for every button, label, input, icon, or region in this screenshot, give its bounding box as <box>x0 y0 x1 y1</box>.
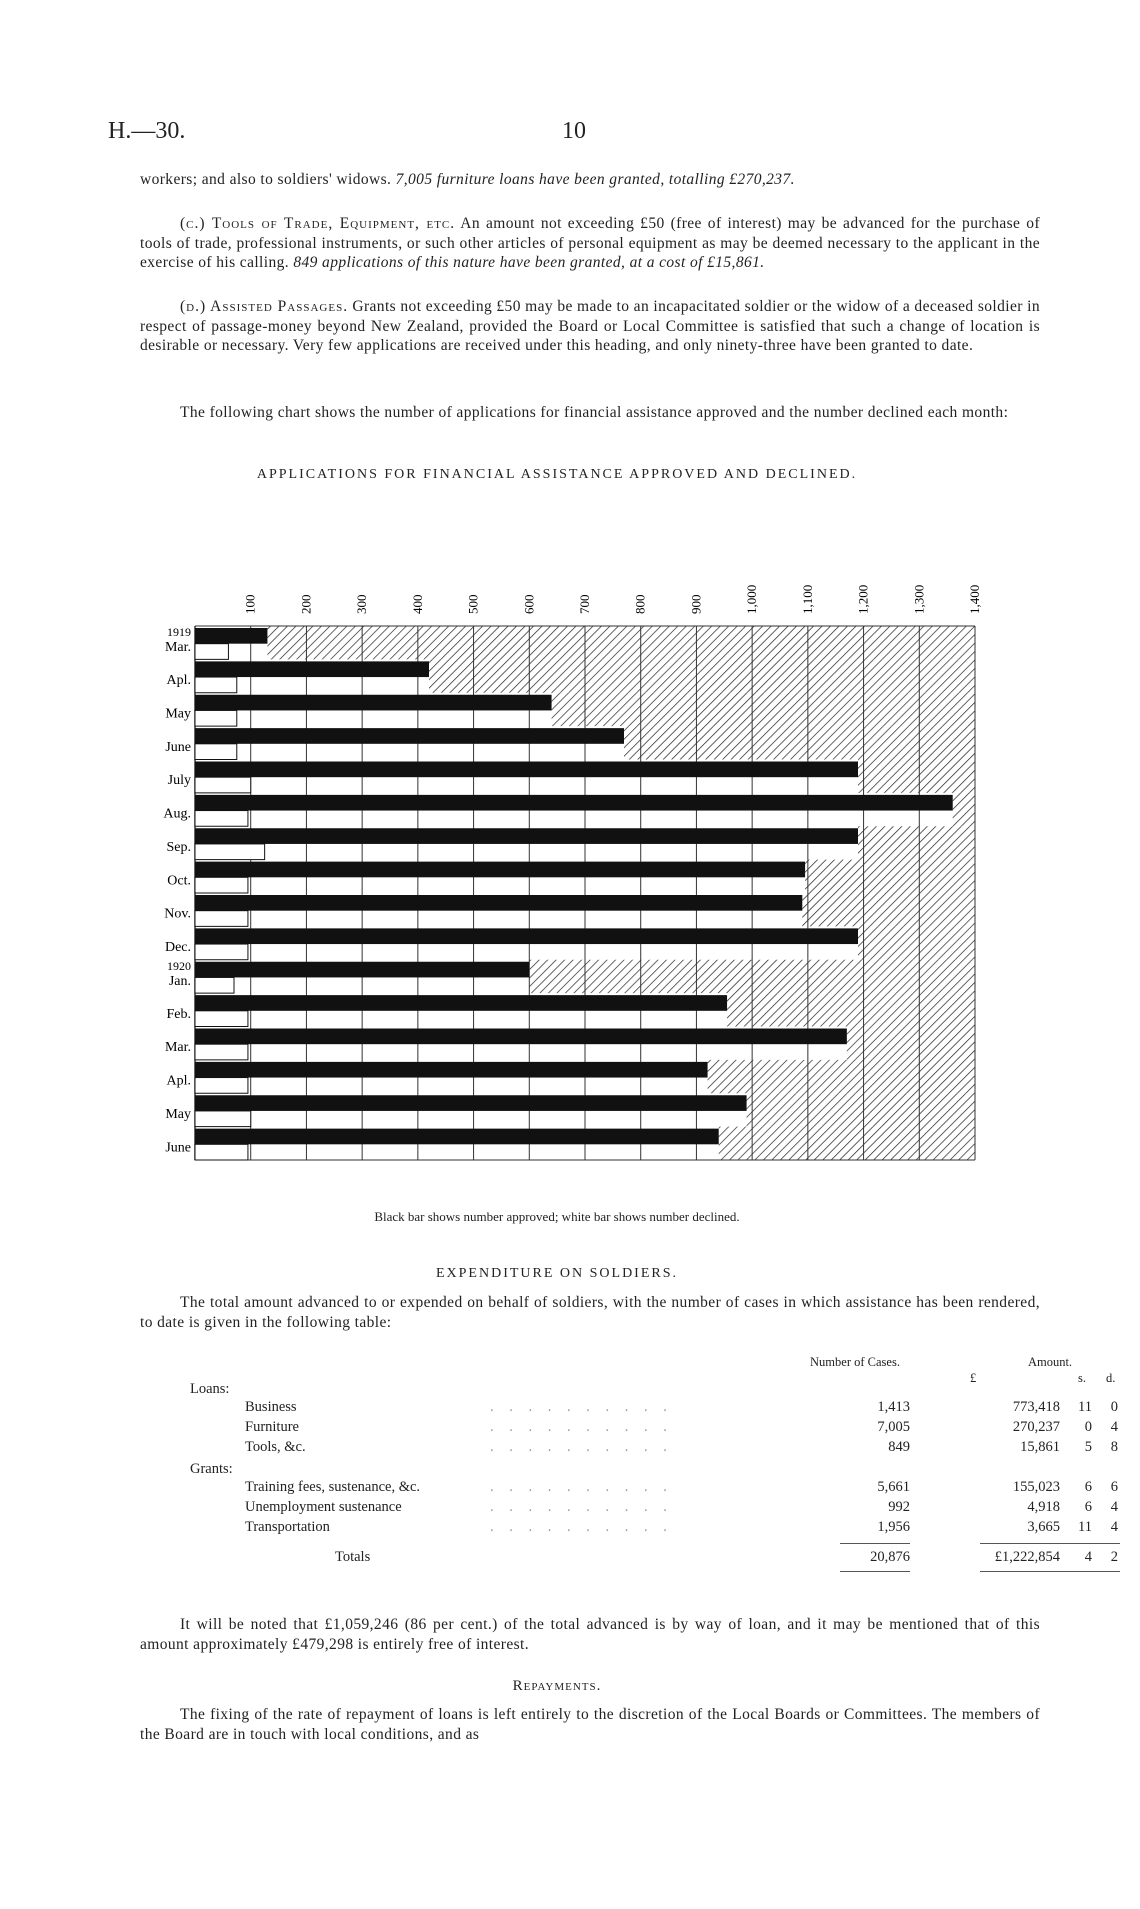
approved-bar <box>195 862 805 878</box>
hatch-background <box>858 826 975 859</box>
paragraph-repayments: The fixing of the rate of repayment of loans is left entirely to the discretion of the Local Boards or Committees. The members of the Board are in touch with local conditions, and as <box>140 1706 1040 1743</box>
approved-bar <box>195 695 552 711</box>
leader-dots: . . . . . . . . . . <box>490 1439 673 1455</box>
x-tick-label: 1,200 <box>855 584 871 614</box>
leader-dots: . . . . . . . . . . <box>490 1399 673 1415</box>
leader-dots: . . . . . . . . . . <box>490 1479 673 1495</box>
hatch-background <box>747 1093 975 1126</box>
row-pounds: 4,918 <box>1027 1499 1060 1515</box>
row-shillings: 11 <box>1078 1519 1092 1535</box>
paragraph-tools-of-trade: (c.) Tools of Trade, Equipment, etc. An amount not exceeding £50 (free of interest) may be advanced for the purchase of tools of trade, professional instruments, or such other articles of personal equipment as may be deemed necessary to the applicant in the exercise of his calling. 849 applications of this nature have been granted, at a cost of £15,861. <box>140 215 1041 271</box>
hatch-background <box>858 926 975 959</box>
approved-bar <box>195 628 267 644</box>
loans-label: Loans: <box>190 1381 230 1397</box>
hatch-background <box>429 659 975 692</box>
year-label: 1919 <box>167 625 191 639</box>
row-label: Unemployment sustenance <box>245 1499 402 1515</box>
hatch-background <box>858 760 975 793</box>
approved-bar <box>195 762 858 778</box>
hatch-background <box>802 893 975 926</box>
paragraph-assisted-passages: (d.) Assisted Passages. Grants not exceeding £50 may be made to an incapacitated soldier or the widow of a deceased soldier in respect of passage-money beyond New Zealand, provided the Board or Local Committee is satisfied that such a change of location is desirable or necessary. Very few applications are received under this heading, and only ninety-three have been granted to date. <box>140 298 1040 354</box>
x-tick-label: 1,100 <box>799 584 815 614</box>
col-number-of-cases: Number of Cases. <box>810 1355 900 1369</box>
paragraph-chart-intro: The following chart shows the number of applications for financial assistance approved and the number declined each month: <box>180 404 1009 421</box>
loans-row <box>190 1399 1140 1419</box>
x-tick-label: 100 <box>242 594 258 614</box>
page-reference: H.—30. <box>108 118 186 144</box>
x-tick-label: 400 <box>409 594 425 614</box>
declined-bar <box>195 1044 248 1060</box>
expenditure-intro: The total amount advanced to or expended on behalf of soldiers, with the number of cases in which assistance has been rendered, to date is given in the following table: <box>140 1294 1040 1331</box>
month-label: Apl. <box>166 673 191 689</box>
hatch-background <box>727 993 975 1026</box>
page-number: 10 <box>562 118 586 144</box>
row-shillings: 6 <box>1084 1479 1092 1495</box>
month-label: Nov. <box>164 906 191 922</box>
declined-bar <box>195 811 248 827</box>
declined-bar <box>195 710 237 726</box>
hatch-background <box>719 1127 975 1160</box>
approved-bar <box>195 661 429 677</box>
row-shillings: 6 <box>1084 1499 1092 1515</box>
grants-row <box>190 1499 1140 1519</box>
loans-row <box>190 1419 1140 1439</box>
month-label: Mar. <box>164 1040 191 1056</box>
row-label: Training fees, sustenance, &c. <box>245 1479 421 1495</box>
month-label: Apl. <box>166 1073 191 1089</box>
month-label: Mar. <box>164 640 191 655</box>
month-label: Aug. <box>163 806 191 822</box>
month-label: June <box>165 739 191 755</box>
row-pence: 6 <box>1110 1479 1118 1495</box>
x-tick-label: 800 <box>632 594 648 614</box>
approved-bar <box>195 1129 719 1145</box>
month-label: May <box>165 706 191 722</box>
totals-shillings: 4 <box>1084 1549 1092 1565</box>
month-label: Oct. <box>167 873 191 889</box>
row-pounds: 773,418 <box>1012 1399 1060 1415</box>
row-label: Tools, &c. <box>245 1439 306 1455</box>
row-pounds: 155,023 <box>1012 1479 1060 1495</box>
leader-dots: . . . . . . . . . . <box>490 1419 673 1435</box>
row-pounds: 15,861 <box>1020 1439 1060 1455</box>
expenditure-table <box>190 1355 1118 1565</box>
row-cases: 849 <box>888 1439 910 1455</box>
approved-bar <box>195 728 624 744</box>
row-label: Transportation <box>245 1519 330 1535</box>
declined-bar <box>195 844 265 860</box>
declined-bar <box>195 1078 248 1094</box>
row-label: Business <box>245 1399 297 1415</box>
x-tick-label: 900 <box>688 594 704 614</box>
expenditure-heading: EXPENDITURE ON SOLDIERS. <box>435 1266 679 1281</box>
month-label: June <box>165 1140 191 1156</box>
x-tick-label: 300 <box>354 594 370 614</box>
row-label: Furniture <box>245 1419 299 1435</box>
totals-pence: 2 <box>1110 1549 1118 1565</box>
col-shillings: s. <box>1078 1371 1086 1385</box>
approved-bar <box>195 1095 747 1111</box>
row-pence: 8 <box>1110 1439 1118 1455</box>
chart-caption: Black bar shows number approved; white bar shows number declined. <box>374 1209 740 1224</box>
applications-chart <box>150 500 980 1200</box>
approved-bar <box>195 995 727 1011</box>
hatch-background <box>267 626 975 659</box>
x-tick-label: 1,300 <box>911 584 927 614</box>
year-label: 1920 <box>167 958 191 973</box>
x-tick-label: 600 <box>521 594 537 614</box>
row-pence: 4 <box>1110 1419 1118 1435</box>
loans-row <box>190 1439 1140 1459</box>
col-amount: Amount. <box>1027 1355 1073 1369</box>
declined-bar <box>195 1011 248 1027</box>
month-label: July <box>167 773 191 789</box>
approved-bar <box>195 928 858 944</box>
row-pence: 4 <box>1110 1519 1118 1535</box>
row-pounds: 270,237 <box>1012 1419 1060 1435</box>
totals-amount: £1,222,854 <box>994 1549 1060 1565</box>
approved-bar <box>195 828 858 844</box>
month-label: Dec. <box>164 940 191 956</box>
month-label: Jan. <box>168 973 191 989</box>
x-tick-label: 1,400 <box>967 584 982 614</box>
declined-bar <box>195 644 228 660</box>
approved-bar <box>195 1062 708 1078</box>
grants-label: Grants: <box>190 1461 233 1477</box>
x-tick-label: 200 <box>298 594 314 614</box>
declined-bar <box>195 1111 251 1127</box>
declined-bar <box>195 777 251 793</box>
month-label: May <box>165 1106 191 1122</box>
cases-double-rule <box>840 1571 910 1572</box>
row-pounds: 3,665 <box>1027 1519 1060 1535</box>
declined-bar <box>195 977 234 993</box>
row-cases: 5,661 <box>877 1479 910 1495</box>
row-shillings: 0 <box>1084 1419 1092 1435</box>
leader-dots: . . . . . . . . . . <box>490 1519 673 1535</box>
row-cases: 992 <box>888 1499 910 1515</box>
hatch-background <box>805 860 975 893</box>
row-cases: 7,005 <box>877 1419 910 1435</box>
approved-bar <box>195 895 802 911</box>
col-pence: d. <box>1106 1371 1116 1385</box>
chart-title: APPLICATIONS FOR FINANCIAL ASSISTANCE APPROVED AND DECLINED. <box>256 467 858 482</box>
repayments-heading: Repayments. <box>512 1678 602 1694</box>
row-cases: 1,956 <box>877 1519 910 1535</box>
declined-bar <box>195 744 237 760</box>
declined-bar <box>195 911 248 927</box>
hatch-background <box>953 793 975 826</box>
col-pounds: £ <box>970 1371 977 1385</box>
declined-bar <box>195 677 237 693</box>
cases-rule <box>840 1543 910 1544</box>
amount-double-rule <box>980 1571 1120 1572</box>
approved-bar <box>195 962 529 978</box>
declined-bar <box>195 944 248 960</box>
row-shillings: 11 <box>1078 1399 1092 1415</box>
totals-cases: 20,876 <box>870 1549 910 1565</box>
grants-row <box>190 1479 1140 1499</box>
approved-bar <box>195 795 953 811</box>
hatch-background <box>708 1060 975 1093</box>
hatch-background <box>624 726 975 759</box>
hatch-background <box>847 1027 975 1060</box>
totals-row <box>190 1549 1140 1569</box>
x-tick-label: 1,000 <box>744 584 760 614</box>
x-tick-label: 700 <box>577 594 592 614</box>
hatch-background <box>552 693 975 726</box>
grants-row <box>190 1519 1140 1539</box>
amount-rule <box>980 1543 1120 1544</box>
row-cases: 1,413 <box>877 1399 910 1415</box>
approved-bar <box>195 1029 847 1045</box>
paragraph-workers: workers; and also to soldiers' widows. 7,005 furniture loans have been granted, totalling £270,237. <box>140 171 795 188</box>
month-label: Sep. <box>166 839 191 855</box>
totals-label: Totals <box>335 1549 371 1565</box>
row-shillings: 5 <box>1084 1439 1092 1455</box>
row-pence: 4 <box>1110 1499 1118 1515</box>
month-label: Feb. <box>166 1006 191 1022</box>
declined-bar <box>195 1144 248 1160</box>
paragraph-noted: It will be noted that £1,059,246 (86 per cent.) of the total advanced is by way of loan, and it may be mentioned that of this amount approximately £479,298 is entirely free of interest. <box>140 1616 1040 1653</box>
declined-bar <box>195 877 248 893</box>
row-pence: 0 <box>1110 1399 1118 1415</box>
x-tick-label: 500 <box>465 594 481 614</box>
leader-dots: . . . . . . . . . . <box>490 1499 673 1515</box>
